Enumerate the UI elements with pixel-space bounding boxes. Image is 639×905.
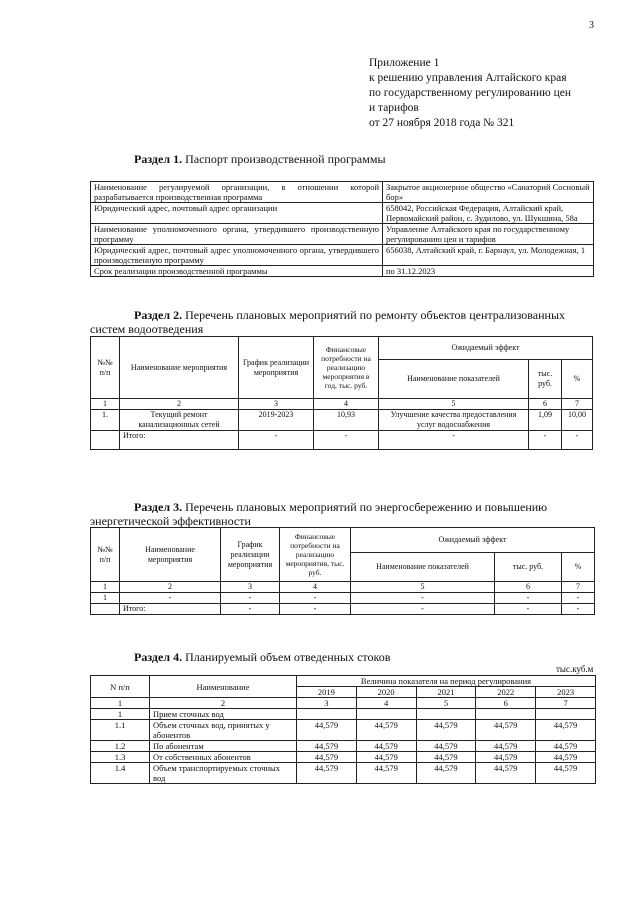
cell: 44,579 xyxy=(356,741,416,752)
cell: 1,09 xyxy=(529,410,562,431)
table-row xyxy=(91,698,596,709)
cell: 2 xyxy=(120,399,239,410)
cell: Наименование уполномоченного органа, утвердившего производственную программу xyxy=(91,224,383,245)
header-cell: N п/п xyxy=(91,676,150,698)
table-row xyxy=(91,410,593,431)
cell: 4 xyxy=(280,582,351,593)
cell: 4 xyxy=(356,698,416,709)
cell xyxy=(297,709,357,720)
cell: 44,579 xyxy=(416,741,476,752)
cell: - xyxy=(314,431,379,450)
header-cell: №№ п/п xyxy=(91,337,120,399)
header-cell: Наименование мероприятия xyxy=(120,528,221,582)
header-cell: 2020 xyxy=(356,687,416,698)
cell: Закрытое акционерное общество «Санаторий Сосновый бор» xyxy=(383,182,594,203)
cell: 1 xyxy=(91,709,150,720)
header-cell: Наименование показателей xyxy=(379,360,529,399)
cell: 44,579 xyxy=(416,752,476,763)
cell: 44,579 xyxy=(536,752,596,763)
cell: - xyxy=(239,431,314,450)
cell: - xyxy=(495,593,562,604)
appendix-line-3: по государственному регулированию цен xyxy=(369,87,572,99)
cell: 3 xyxy=(239,399,314,410)
header-cell: 2023 xyxy=(536,687,596,698)
section1-title: Паспорт производственной программы xyxy=(185,152,386,166)
cell: 44,579 xyxy=(416,720,476,741)
cell xyxy=(476,709,536,720)
cell: - xyxy=(221,604,280,615)
section1-heading xyxy=(134,152,386,166)
cell: По абонентам xyxy=(150,741,297,752)
cell: От собственных абонентов xyxy=(150,752,297,763)
cell: 5 xyxy=(416,698,476,709)
cell: 1 xyxy=(91,399,120,410)
section1-passport-table xyxy=(90,181,594,277)
appendix-line-2: к решению управления Алтайского края xyxy=(369,72,567,84)
header-cell: Наименование показателей xyxy=(351,553,495,582)
cell: 1.3 xyxy=(91,752,150,763)
cell: - xyxy=(379,431,529,450)
cell: 6 xyxy=(529,399,562,410)
header-cell: Финансовые потребности на реализацию мероприятия, тыс. руб. xyxy=(280,528,351,582)
cell: 7 xyxy=(536,698,596,709)
cell: 2 xyxy=(120,582,221,593)
cell: 5 xyxy=(379,399,529,410)
table-row xyxy=(91,604,595,615)
header-cell: Наименование мероприятия xyxy=(120,337,239,399)
cell: по 31.12.2023 xyxy=(383,266,594,277)
cell: Итого: xyxy=(120,604,221,615)
section4-title: Планируемый объем отведенных стоков xyxy=(185,650,391,664)
header-cell: График реализации мероприятия xyxy=(239,337,314,399)
section4-table xyxy=(90,675,596,784)
cell: 2019-2023 xyxy=(239,410,314,431)
table-row xyxy=(91,245,594,266)
cell xyxy=(91,431,120,450)
section3-title: Перечень плановых мероприятий по энергосбережению и повышению энергетической эффективности xyxy=(90,500,548,528)
cell: Объем транспортируемых сточных вод xyxy=(150,763,297,784)
header-cell: 2022 xyxy=(476,687,536,698)
cell: Текущий ремонт канализационных сетей xyxy=(120,410,239,431)
header-cell: % xyxy=(562,360,593,399)
header-cell: % xyxy=(562,553,595,582)
cell: 44,579 xyxy=(297,741,357,752)
page-number: 3 xyxy=(589,20,594,31)
cell: 44,579 xyxy=(356,720,416,741)
cell: - xyxy=(351,604,495,615)
table-row xyxy=(91,593,595,604)
cell: - xyxy=(562,604,595,615)
cell: 44,579 xyxy=(476,752,536,763)
cell: Юридический адрес, почтовый адрес уполномоченного органа, утвердившего производственную программу xyxy=(91,245,383,266)
cell xyxy=(356,709,416,720)
header-cell: 2021 xyxy=(416,687,476,698)
table-row xyxy=(91,763,596,784)
cell: Управление Алтайского края по государственному регулированию цен и тарифов xyxy=(383,224,594,245)
cell: 44,579 xyxy=(297,720,357,741)
section2-title: Перечень плановых мероприятий по ремонту объектов централизованных систем водоотведения xyxy=(90,308,566,336)
section3-table xyxy=(90,527,595,615)
header-cell: Наименование xyxy=(150,676,297,698)
cell xyxy=(536,709,596,720)
cell: 658042, Российская Федерация, Алтайский край, Первомайский район, с. Зудилово, ул. Шукшина, 58а xyxy=(383,203,594,224)
cell: 44,579 xyxy=(536,741,596,752)
cell: - xyxy=(351,593,495,604)
header-cell: 2019 xyxy=(297,687,357,698)
cell xyxy=(91,604,120,615)
cell: - xyxy=(562,593,595,604)
cell: Срок реализации производственной программы xyxy=(91,266,383,277)
header-cell: тыс. руб. xyxy=(529,360,562,399)
cell: 44,579 xyxy=(356,752,416,763)
cell: 10,93 xyxy=(314,410,379,431)
cell: Наименование регулируемой организации, в отношении которой разрабатывается производственная программа xyxy=(91,182,383,203)
header-cell: Ожидаемый эффект xyxy=(379,337,593,360)
table-row xyxy=(91,266,594,277)
cell: Юридический адрес, почтовый адрес организации xyxy=(91,203,383,224)
cell: 4 xyxy=(314,399,379,410)
header-cell: График реализации мероприятия xyxy=(221,528,280,582)
table-row xyxy=(91,709,596,720)
appendix-line-1: Приложение 1 xyxy=(369,57,440,69)
cell: 6 xyxy=(476,698,536,709)
cell: 44,579 xyxy=(297,752,357,763)
cell xyxy=(416,709,476,720)
cell: 1 xyxy=(91,593,120,604)
table-row xyxy=(91,720,596,741)
cell: 1 xyxy=(91,698,150,709)
table-row xyxy=(91,399,593,410)
cell: Прием сточных вод xyxy=(150,709,297,720)
cell: 7 xyxy=(562,399,593,410)
cell: 2 xyxy=(150,698,297,709)
section4-heading xyxy=(134,650,390,664)
cell: 1.1 xyxy=(91,720,150,741)
section3-heading xyxy=(90,500,596,528)
table-row xyxy=(91,182,594,203)
cell: 44,579 xyxy=(356,763,416,784)
cell: 44,579 xyxy=(476,763,536,784)
section2-heading xyxy=(90,308,595,336)
cell: 3 xyxy=(297,698,357,709)
cell: 656038, Алтайский край, г. Барнаул, ул. Молодежная, 1 xyxy=(383,245,594,266)
table-row xyxy=(91,203,594,224)
cell: - xyxy=(562,431,593,450)
cell: - xyxy=(495,604,562,615)
cell: - xyxy=(280,604,351,615)
table-header-row xyxy=(91,528,595,553)
cell: - xyxy=(221,593,280,604)
cell: 10,00 xyxy=(562,410,593,431)
table-header-row xyxy=(91,676,596,687)
cell: 44,579 xyxy=(536,720,596,741)
cell: 1.2 xyxy=(91,741,150,752)
section4-unit: тыс.куб.м xyxy=(556,664,594,674)
section2-table xyxy=(90,336,593,450)
table-row xyxy=(91,741,596,752)
header-cell: Величина показателя на период регулирования xyxy=(297,676,596,687)
table-row xyxy=(91,752,596,763)
table-row xyxy=(91,431,593,450)
header-cell: Ожидаемый эффект xyxy=(351,528,595,553)
section4-label: Раздел 4. xyxy=(134,650,183,664)
section1-label: Раздел 1. xyxy=(134,152,183,166)
header-cell: №№ п/п xyxy=(91,528,120,582)
table-row xyxy=(91,224,594,245)
cell: 1 xyxy=(91,582,120,593)
appendix-block xyxy=(369,56,619,131)
appendix-line-4: и тарифов xyxy=(369,102,419,114)
table-header-row xyxy=(91,337,593,360)
cell: 44,579 xyxy=(416,763,476,784)
cell: 3 xyxy=(221,582,280,593)
cell: 7 xyxy=(562,582,595,593)
appendix-line-5: от 27 ноября 2018 года № 321 xyxy=(369,117,515,129)
cell: - xyxy=(529,431,562,450)
cell: 44,579 xyxy=(476,741,536,752)
cell: Улучшение качества предоставления услуг водоснабжения xyxy=(379,410,529,431)
section3-label: Раздел 3. xyxy=(134,500,183,514)
header-cell: тыс. руб. xyxy=(495,553,562,582)
cell: Объем сточных вод, принятых у абонентов xyxy=(150,720,297,741)
cell: 1.4 xyxy=(91,763,150,784)
cell: Итого: xyxy=(120,431,239,450)
cell: 6 xyxy=(495,582,562,593)
header-cell: Финансовые потребности на реализацию мероприятия в год, тыс. руб. xyxy=(314,337,379,399)
section2-label: Раздел 2. xyxy=(134,308,183,322)
cell: 44,579 xyxy=(536,763,596,784)
cell: 1. xyxy=(91,410,120,431)
cell: - xyxy=(280,593,351,604)
cell: 44,579 xyxy=(297,763,357,784)
cell: 5 xyxy=(351,582,495,593)
table-row xyxy=(91,582,595,593)
cell: 44,579 xyxy=(476,720,536,741)
cell: - xyxy=(120,593,221,604)
